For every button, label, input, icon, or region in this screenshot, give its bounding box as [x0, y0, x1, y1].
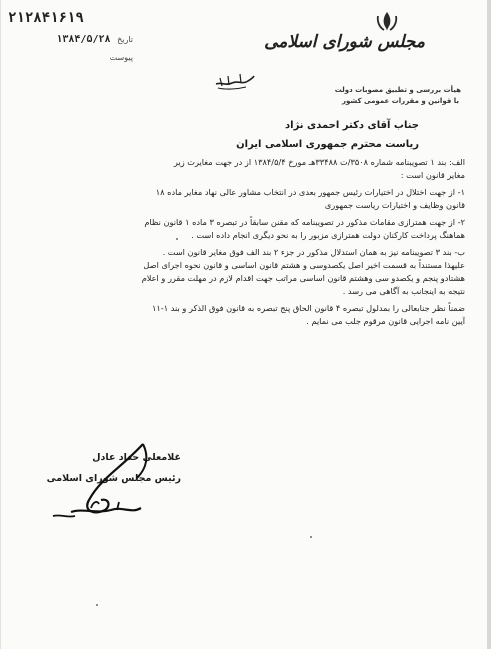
reference-date	[8, 34, 133, 45]
organization-line-2: با قوانین و مقررات عمومی کشور	[341, 97, 459, 105]
letter-body	[25, 156, 465, 328]
reference-number: ۲۱۲۸۴۱۶۱۹	[8, 10, 84, 26]
body-line: قانون وظایف و اختیارات ریاست جمهوری	[324, 200, 465, 210]
scan-speck	[310, 536, 312, 538]
emblem-icon	[375, 10, 399, 32]
body-line: ۱- از جهت اختلال در اختیارات رئیس جمهور بعدی در انتخاب مشاور عالی نهاد مغایر ماده ۱۸	[155, 187, 465, 197]
reference-date-value: ۱۳۸۴/۵/۲۸	[56, 34, 111, 45]
body-line: مغایر قانون است :	[400, 170, 465, 180]
signatory-title: رئیس مجلس شورای اسلامی	[46, 473, 181, 484]
addressee-name: جناب آقای دکتر احمدی نژاد	[285, 120, 419, 131]
body-line: هماهنگ پرداخت کارکنان دولت همترازی مزبور را به نحو دیگری انجام داده است .	[191, 230, 465, 240]
addressee-block	[236, 120, 419, 150]
scan-speck	[176, 238, 178, 240]
addressee-title: ریاست محترم جمهوری اسلامی ایران	[236, 139, 419, 150]
body-line: هشتادو پنجم و یکصدو سی وهشتم قانون اساسی مراتب جهت اقدام لازم در مهلت مقرر و اعلام	[141, 273, 465, 283]
body-line: الف: بند ۱ تصویبنامه شماره ۳۵۰۸/ت ۳۳۴۸۸هـ مورخ ۱۳۸۴/۵/۴ از در جهت مغایرت زیر	[173, 157, 465, 167]
body-line: آیین نامه اجرایی قانون مرقوم جلب می نمایم .	[306, 316, 465, 326]
reference-date-label: تاریخ	[117, 35, 133, 44]
scan-speck	[96, 604, 98, 606]
reference-block	[8, 10, 133, 62]
body-line: ضمناً نظر جنابعالی را بمدلول تبصره ۴ قانون الحاق پنج تبصره به قانون فوق الذکر و بند ۱-۱۱	[151, 303, 465, 313]
reference-attachment-label: پیوست	[109, 53, 133, 62]
signature-block	[31, 452, 181, 484]
organization-line-1: هیأت بررسی و تطبیق مصوبات دولت	[334, 86, 461, 94]
body-line: ۲- از جهت همترازی مقامات مذکور در تصویبنامه که مقنن سابقاً در تبصره ۳ ماده ۱ قانون نظام	[144, 217, 465, 227]
body-line: علیهذا مستنداً به قسمت اخیر اصل یکصدوسی و هشتم قانون اساسی و قانون نحوه اجرای اصل	[143, 260, 465, 270]
body-line: ب- بند ۳ تصویبنامه نیز به همان استدلال مذکور در جزء ۲ بند الف فوق مغایر قانون است .	[162, 247, 465, 257]
scan-edge-left	[0, 0, 1, 649]
bismillah-calligraphy	[212, 70, 256, 92]
body-line: نتیجه به اینجانب به آگاهی می رسد .	[342, 286, 465, 296]
parliament-logo-text: مجلس شورای اسلامی	[264, 32, 425, 52]
scan-edge-right	[487, 0, 491, 649]
handwritten-signature	[31, 438, 161, 528]
reference-attachment	[8, 53, 133, 62]
signatory-name: غلامعلی حداد عادل	[92, 452, 181, 463]
